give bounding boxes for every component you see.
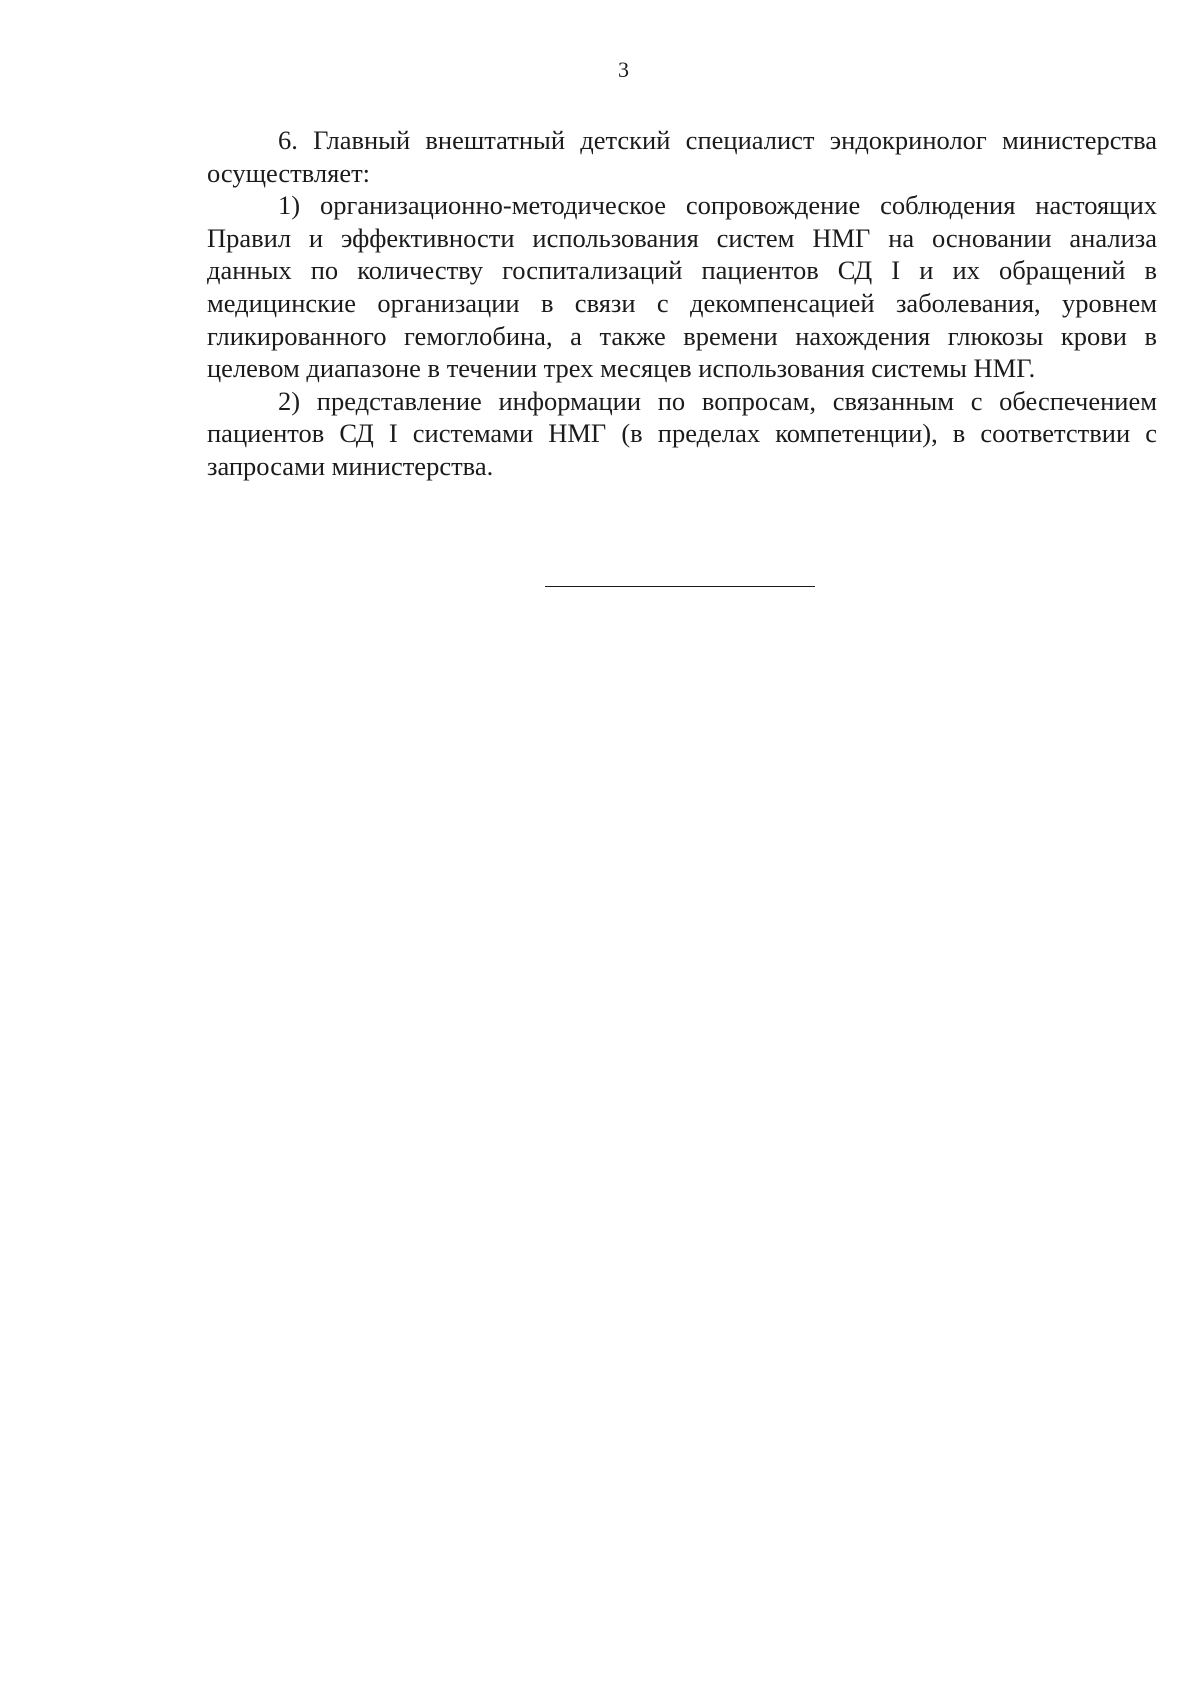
page-number: 3 [618, 57, 629, 82]
document-body [207, 124, 1157, 483]
paragraph-item-1: 1) организационно-методическое сопровождение соблюдения настоящих Правил и эффективности использования систем НМГ на основании анализа данных по количеству госпитализаций пациентов СД I и их обращений в медицинские организации в связи с декомпенсацией заболевания, уровнем гликированного гемоглобина, а также времени нахождения глюкозы крови в целевом диапазоне в течении трех месяцев использования системы НМГ. [207, 190, 1157, 384]
end-of-text-rule [545, 586, 815, 587]
paragraph-item-2: 2) представление информации по вопросам, связанным с обеспечением пациентов СД I системами НМГ (в пределах компетенции), в соответствии с запросами министерства. [207, 385, 1157, 481]
paragraph-clause-6: 6. Главный внештатный детский специалист эндокринолог министерства осуществляет: [207, 125, 1157, 188]
